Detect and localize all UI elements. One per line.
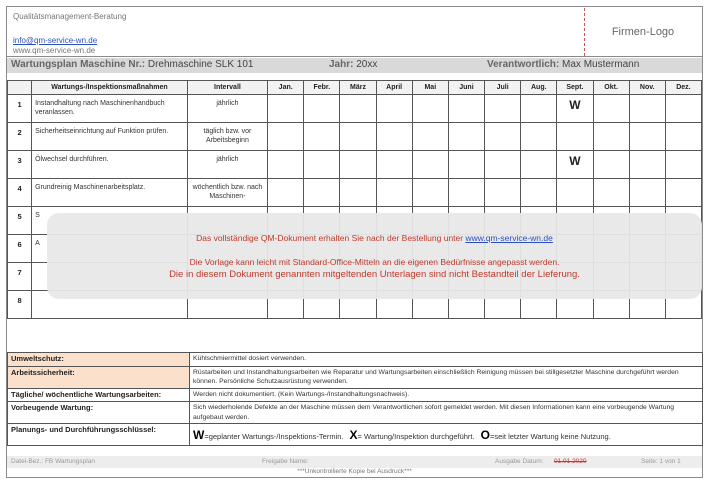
year-field	[329, 59, 377, 70]
info-row-schluessel	[8, 424, 703, 446]
interval-cell: wöchentlich bzw. nach Maschinen-	[187, 179, 267, 207]
row-number: 3	[8, 151, 32, 179]
month-cell	[485, 151, 521, 179]
row-number: 2	[8, 123, 32, 151]
column-header: Juni	[448, 81, 484, 95]
key-w-symbol: W	[193, 428, 205, 443]
umwelt-value: Kühlschmiermittel dosiert verwenden.	[190, 353, 703, 367]
info-row-umwelt	[8, 353, 703, 367]
month-cell	[448, 179, 484, 207]
month-cell	[412, 123, 448, 151]
notice-line-3: Die in diesem Dokument genannten mitgeltenden Unterlagen sind nicht Bestandteil der Lieferung.	[169, 269, 580, 280]
month-cell	[340, 179, 376, 207]
column-header: Aug.	[521, 81, 557, 95]
month-cell	[448, 123, 484, 151]
task-cell: Instandhaltung nach Maschinenhandbuch veranlassen.	[32, 95, 188, 123]
info-row-taeglich	[8, 388, 703, 402]
responsible-label: Verantwortlich:	[487, 59, 560, 70]
month-cell	[521, 95, 557, 123]
month-cell: W	[557, 151, 593, 179]
month-cell	[665, 151, 701, 179]
interval-cell: täglich bzw. vor Arbeitsbeginn	[187, 123, 267, 151]
table-row	[8, 179, 702, 207]
document-header	[7, 7, 702, 57]
month-cell	[268, 179, 304, 207]
month-cell	[376, 179, 412, 207]
month-cell	[412, 95, 448, 123]
key-o-text: =seit letzter Wartung keine Nutzung.	[489, 432, 611, 442]
month-cell	[665, 123, 701, 151]
footer-filename: Datei-Bez.: FB Wartungsplan	[11, 458, 95, 465]
month-cell	[629, 151, 665, 179]
notice-line-1-text: Das vollständige QM-Dokument erhalten Sie nach der Bestellung unter	[196, 233, 464, 243]
row-number: 5	[8, 207, 32, 235]
month-cell	[665, 95, 701, 123]
column-header: März	[340, 81, 376, 95]
table-row	[8, 151, 702, 179]
key-legend	[193, 425, 699, 444]
vorbeugend-value: Sich wiederholende Defekte an der Maschine müssen dem Verantwortlichen sofort gemeldet werden. Mit diesen Informationen kann eine vorbeugende Wartung aufgebaut werden.	[190, 402, 703, 424]
month-cell	[593, 179, 629, 207]
key-o-symbol: O	[480, 428, 490, 443]
table-row	[8, 95, 702, 123]
table-row	[8, 123, 702, 151]
row-number: 4	[8, 179, 32, 207]
month-cell	[521, 179, 557, 207]
company-logo-placeholder	[584, 8, 701, 56]
row-number: 8	[8, 291, 32, 319]
task-cell: Sicherheitseinrichtung auf Funktion prüfen.	[32, 123, 188, 151]
month-cell	[340, 95, 376, 123]
month-cell	[485, 123, 521, 151]
column-header: Dez.	[665, 81, 701, 95]
document-footer	[7, 456, 702, 468]
month-cell: W	[557, 95, 593, 123]
month-cell	[448, 95, 484, 123]
month-cell	[629, 179, 665, 207]
task-cell: A	[32, 235, 188, 263]
info-table	[7, 352, 703, 446]
year-label: Jahr:	[329, 59, 354, 70]
month-cell	[593, 95, 629, 123]
table-header-row	[8, 81, 702, 95]
column-header: Intervall	[187, 81, 267, 95]
month-cell	[593, 151, 629, 179]
taeglich-label: Tägliche/ wöchentliche Wartungsarbeiten:	[8, 388, 190, 402]
task-cell: Ölwechsel durchführen.	[32, 151, 188, 179]
month-cell	[485, 95, 521, 123]
interval-cell: jährlich	[187, 151, 267, 179]
month-cell	[521, 151, 557, 179]
month-cell	[268, 151, 304, 179]
uncontrolled-copy-note: ***Unkontrollierte Kopie bei Ausdruck***	[297, 468, 412, 475]
month-cell	[412, 151, 448, 179]
month-cell	[629, 123, 665, 151]
month-cell	[304, 95, 340, 123]
column-header: Sept.	[557, 81, 593, 95]
footer-issue-date-label: Ausgabe Datum:	[495, 458, 544, 465]
key-x-symbol: X	[349, 428, 358, 443]
column-header: Nov.	[629, 81, 665, 95]
column-header: April	[376, 81, 412, 95]
notice-line-2: Die Vorlage kann leicht mit Standard-Office-Mitteln an die eigenen Bedürfnisse angepasst werden.	[189, 257, 560, 267]
month-cell	[448, 151, 484, 179]
key-x	[350, 427, 475, 444]
column-header	[8, 81, 32, 95]
plan-title-bar	[7, 58, 702, 73]
month-cell	[593, 123, 629, 151]
footer-approval: Freigabe Name:	[262, 458, 309, 465]
logo-text: Firmen-Logo	[611, 26, 675, 38]
month-cell	[304, 179, 340, 207]
responsible-value: Max Mustermann	[562, 59, 640, 70]
arbeitssicherheit-value: Rüstarbeiten und Instandhaltungsarbeiten wie Reparatur und Wartungsarbeiten einschließlich Reinigung müssen bei stillgesetzter Maschine durchgeführt werden können. Persönliche Schutzausrüstung verwenden.	[190, 366, 703, 388]
interval-cell: jährlich	[187, 95, 267, 123]
month-cell	[376, 151, 412, 179]
responsible-field	[487, 59, 639, 70]
column-header: Juli	[485, 81, 521, 95]
plan-title	[11, 59, 254, 70]
month-cell	[304, 123, 340, 151]
month-cell	[268, 95, 304, 123]
month-cell	[557, 179, 593, 207]
website-text: www.qm-service-wn.de	[13, 46, 96, 55]
arbeitssicherheit-label: Arbeitssicherheit:	[8, 366, 190, 388]
plan-value: Drehmaschine SLK 101	[147, 59, 254, 70]
month-cell	[665, 179, 701, 207]
month-cell	[268, 123, 304, 151]
year-value: 20xx	[356, 59, 378, 70]
month-cell	[412, 179, 448, 207]
month-cell	[629, 95, 665, 123]
purchase-notice-overlay	[47, 213, 702, 299]
column-header: Okt.	[593, 81, 629, 95]
column-header: Mai	[412, 81, 448, 95]
footer-page: Seite: 1 von 1	[641, 458, 681, 465]
column-header: Febr.	[304, 81, 340, 95]
schluessel-label: Planungs- und Durchführungsschlüssel:	[8, 424, 190, 446]
company-name: Qualitätsmanagement-Beratung	[13, 12, 127, 21]
row-number: 6	[8, 235, 32, 263]
notice-website-link[interactable]: www.qm-service-wn.de	[465, 233, 553, 243]
month-cell	[340, 123, 376, 151]
key-x-text: = Wartung/Inspektion durchgeführt.	[357, 432, 475, 442]
row-number: 7	[8, 263, 32, 291]
plan-label: Wartungsplan Maschine Nr.:	[11, 59, 146, 70]
task-cell: S	[32, 207, 188, 235]
month-cell	[376, 123, 412, 151]
key-w-text: =geplanter Wartungs-/Inspektions-Termin.	[204, 432, 344, 442]
key-w	[193, 427, 344, 444]
footer-issue-date: 01.01.2020	[554, 458, 587, 465]
row-number: 1	[8, 95, 32, 123]
vorbeugend-label: Vorbeugende Wartung:	[8, 402, 190, 424]
month-cell	[376, 95, 412, 123]
notice-line-1	[47, 233, 702, 243]
taeglich-value: Werden nicht dokumentiert. (Kein Wartungs-/Instandhaltungsnachweis).	[190, 388, 703, 402]
document-page	[6, 6, 703, 478]
month-cell	[521, 123, 557, 151]
task-cell: Grundreinig Maschinenarbeitsplatz.	[32, 179, 188, 207]
month-cell	[304, 151, 340, 179]
column-header: Jan.	[268, 81, 304, 95]
schluessel-legend-cell	[190, 424, 703, 446]
key-o	[481, 427, 611, 444]
month-cell	[340, 151, 376, 179]
email-link[interactable]: info@qm-service-wn.de	[13, 36, 98, 45]
info-row-arbeitssicherheit	[8, 366, 703, 388]
column-header: Wartungs-/Inspektionsmaßnahmen	[32, 81, 188, 95]
umwelt-label: Umweltschutz:	[8, 353, 190, 367]
info-row-vorbeugend	[8, 402, 703, 424]
month-cell	[485, 179, 521, 207]
month-cell	[557, 123, 593, 151]
